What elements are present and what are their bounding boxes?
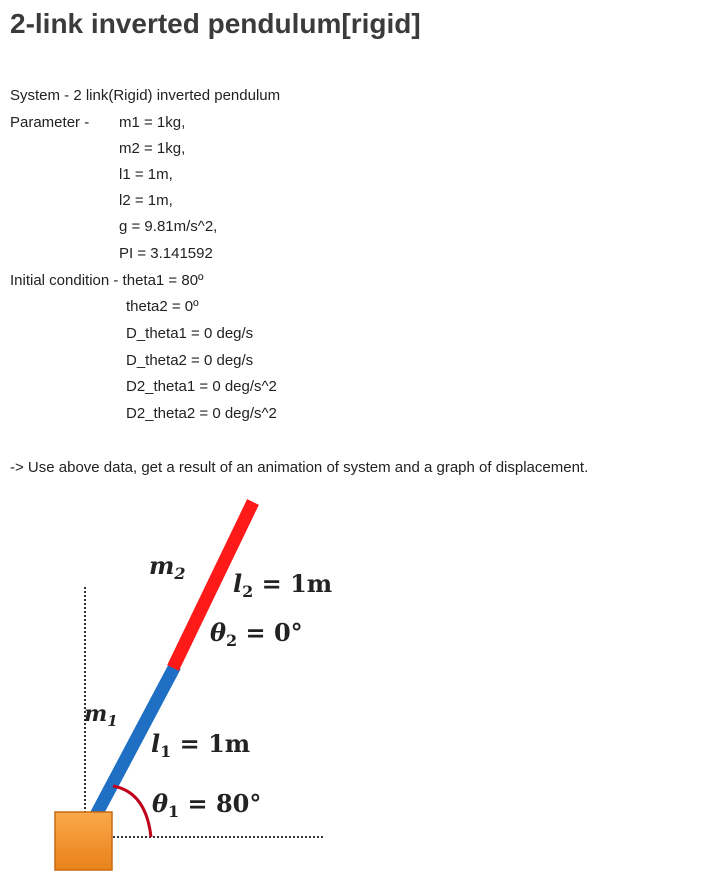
instruction-text: -> Use above data, get a result of an animation of system and a graph of displacement. [10,459,589,476]
parameter-l1: l1 = 1m, [119,166,173,183]
theta1-equation: $\theta_1 = 80^\circ$ [152,789,262,821]
l2-equation: $l_2 = 1m$ [233,569,333,601]
m2-label: $m_2$ [149,551,186,583]
parameter-label: Parameter - [10,114,90,131]
system-description: System - 2 link(Rigid) inverted pendulum [10,87,281,104]
l1-equation: $l_1 = 1m$ [151,729,251,761]
parameter-l2: l2 = 1m, [119,192,173,209]
parameter-pi: PI = 3.141592 [119,245,213,262]
initial-d2-theta1: D2_theta1 = 0 deg/s^2 [126,378,277,395]
cart-block [55,812,112,870]
initial-theta2: theta2 = 0º [126,298,199,315]
parameter-m2: m2 = 1kg, [119,140,186,157]
pendulum-diagram [0,480,719,891]
initial-d2-theta2: D2_theta2 = 0 deg/s^2 [126,405,277,422]
initial-d-theta1: D_theta1 = 0 deg/s [126,325,254,342]
theta1-arc [113,786,151,837]
theta2-equation: $\theta_2 = 0^\circ$ [210,618,303,650]
m1-label: $m_1$ [84,701,118,730]
initial-d-theta2: D_theta2 = 0 deg/s [126,352,254,369]
page-title: 2-link inverted pendulum[rigid] [10,8,421,39]
initial-condition-label: Initial condition - theta1 = 80º [10,272,204,289]
parameter-g: g = 9.81m/s^2, [119,218,218,235]
parameter-m1: m1 = 1kg, [119,114,186,131]
